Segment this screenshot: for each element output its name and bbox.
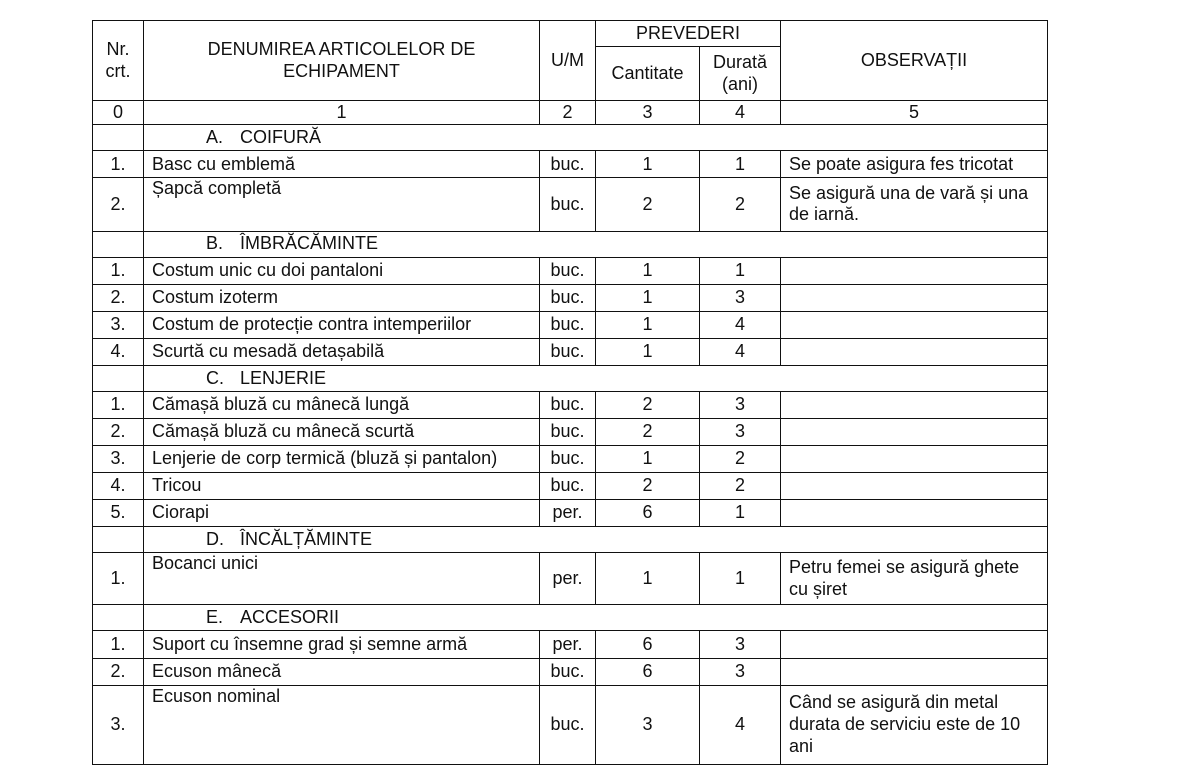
quantity: 2 (596, 418, 700, 445)
row-number: 3. (93, 685, 144, 764)
unit: buc. (540, 311, 596, 338)
item-name: Basc cu emblemă (144, 151, 540, 178)
observation: Petru femei se asigură ghete cu șiret (781, 553, 1048, 605)
item-name: Costum de protecție contra intemperiilor (144, 311, 540, 338)
table-row (93, 553, 1048, 605)
section-letter: D. (206, 528, 224, 549)
section-name: ACCESORII (240, 607, 340, 628)
unit: buc. (540, 658, 596, 685)
duration: 3 (700, 284, 781, 311)
item-name: Ecuson mânecă (144, 658, 540, 685)
table-row (93, 473, 1048, 500)
unit: per. (540, 500, 596, 527)
quantity: 3 (596, 685, 700, 764)
section-row (93, 527, 1048, 553)
observation (781, 500, 1048, 527)
table-row (93, 658, 1048, 685)
duration: 1 (700, 500, 781, 527)
unit: buc. (540, 446, 596, 473)
unit: buc. (540, 391, 596, 418)
row-number: 1. (93, 391, 144, 418)
observation (781, 473, 1048, 500)
observation (781, 284, 1048, 311)
observation: Când se asigură din metal durata de serviciu este de 10 ani (781, 685, 1048, 764)
quantity: 1 (596, 446, 700, 473)
observation: Se poate asigura fes tricotat (781, 151, 1048, 178)
table-row (93, 391, 1048, 418)
header-row-1 (93, 21, 1048, 47)
observation: Se asigură una de vară și una de iarnă. (781, 178, 1048, 231)
table-row (93, 685, 1048, 764)
duration: 4 (700, 685, 781, 764)
unit: buc. (540, 178, 596, 231)
quantity: 1 (596, 553, 700, 605)
quantity: 1 (596, 338, 700, 365)
col-number: 4 (700, 101, 781, 125)
duration: 2 (700, 446, 781, 473)
section-letter: B. (206, 233, 224, 254)
item-name: Cămașă bluză cu mânecă scurtă (144, 418, 540, 445)
unit: buc. (540, 338, 596, 365)
table-row (93, 418, 1048, 445)
section-letter: E. (206, 607, 224, 628)
row-number: 3. (93, 311, 144, 338)
item-name: Suport cu însemne grad și semne armă (144, 631, 540, 658)
header-cantitate: Cantitate (596, 47, 700, 101)
section-title (144, 365, 1048, 391)
row-number: 2. (93, 284, 144, 311)
row-number: 4. (93, 338, 144, 365)
equipment-table (92, 20, 1048, 765)
header-denumire: DENUMIREA ARTICOLELOR DE ECHIPAMENT (144, 21, 540, 101)
quantity: 2 (596, 391, 700, 418)
observation (781, 418, 1048, 445)
row-number: 1. (93, 257, 144, 284)
header-nr-crt: Nr. crt. (93, 21, 144, 101)
unit: per. (540, 631, 596, 658)
quantity: 1 (596, 151, 700, 178)
header-observatii: OBSERVAȚII (781, 21, 1048, 101)
section-name: ÎNCĂLȚĂMINTE (240, 528, 373, 549)
unit: buc. (540, 257, 596, 284)
unit: buc. (540, 685, 596, 764)
section-title (144, 605, 1048, 631)
col-number: 2 (540, 101, 596, 125)
col-number: 5 (781, 101, 1048, 125)
duration: 3 (700, 658, 781, 685)
observation (781, 658, 1048, 685)
col-number: 3 (596, 101, 700, 125)
duration: 4 (700, 311, 781, 338)
col-number: 0 (93, 101, 144, 125)
row-number: 1. (93, 151, 144, 178)
row-number: 2. (93, 418, 144, 445)
observation (781, 631, 1048, 658)
row-number: 2. (93, 178, 144, 231)
table-row (93, 631, 1048, 658)
quantity: 6 (596, 631, 700, 658)
row-number: 1. (93, 631, 144, 658)
item-name: Costum izoterm (144, 284, 540, 311)
table-row (93, 338, 1048, 365)
quantity: 6 (596, 658, 700, 685)
table-row (93, 284, 1048, 311)
quantity: 2 (596, 473, 700, 500)
item-name: Șapcă completă (144, 178, 540, 231)
section-name: LENJERIE (240, 367, 327, 388)
quantity: 1 (596, 311, 700, 338)
row-number: 2. (93, 658, 144, 685)
duration: 3 (700, 631, 781, 658)
table-row (93, 151, 1048, 178)
item-name: Tricou (144, 473, 540, 500)
unit: buc. (540, 473, 596, 500)
section-row (93, 365, 1048, 391)
section-row (93, 605, 1048, 631)
quantity: 1 (596, 284, 700, 311)
observation (781, 446, 1048, 473)
unit: buc. (540, 284, 596, 311)
duration: 1 (700, 553, 781, 605)
duration: 1 (700, 151, 781, 178)
duration: 2 (700, 473, 781, 500)
item-name: Cămașă bluză cu mânecă lungă (144, 391, 540, 418)
row-number: 5. (93, 500, 144, 527)
observation (781, 257, 1048, 284)
duration: 4 (700, 338, 781, 365)
item-name: Scurtă cu mesadă detașabilă (144, 338, 540, 365)
section-name: ÎMBRĂCĂMINTE (240, 233, 379, 254)
header-um: U/M (540, 21, 596, 101)
row-number: 3. (93, 446, 144, 473)
quantity: 2 (596, 178, 700, 231)
section-letter: C. (206, 367, 224, 388)
table-row (93, 311, 1048, 338)
section-title (144, 231, 1048, 257)
unit: per. (540, 553, 596, 605)
table-row (93, 446, 1048, 473)
item-name: Ecuson nominal (144, 685, 540, 764)
item-name: Costum unic cu doi pantaloni (144, 257, 540, 284)
section-title (144, 125, 1048, 151)
col-number: 1 (144, 101, 540, 125)
duration: 2 (700, 178, 781, 231)
section-row (93, 125, 1048, 151)
item-name: Lenjerie de corp termică (bluză și pantalon) (144, 446, 540, 473)
observation (781, 338, 1048, 365)
duration: 3 (700, 391, 781, 418)
header-durata: Durată (ani) (700, 47, 781, 101)
numbering-row (93, 101, 1048, 125)
unit: buc. (540, 418, 596, 445)
row-number: 1. (93, 553, 144, 605)
duration: 3 (700, 418, 781, 445)
section-name: COIFURĂ (240, 127, 321, 147)
duration: 1 (700, 257, 781, 284)
quantity: 6 (596, 500, 700, 527)
observation (781, 311, 1048, 338)
section-title (144, 527, 1048, 553)
table-row (93, 500, 1048, 527)
header-prevederi: PREVEDERI (596, 21, 781, 47)
quantity: 1 (596, 257, 700, 284)
section-row (93, 231, 1048, 257)
item-name: Bocanci unici (144, 553, 540, 605)
table-row (93, 257, 1048, 284)
section-letter: A. (206, 127, 224, 147)
row-number: 4. (93, 473, 144, 500)
unit: buc. (540, 151, 596, 178)
item-name: Ciorapi (144, 500, 540, 527)
table-row (93, 178, 1048, 231)
observation (781, 391, 1048, 418)
